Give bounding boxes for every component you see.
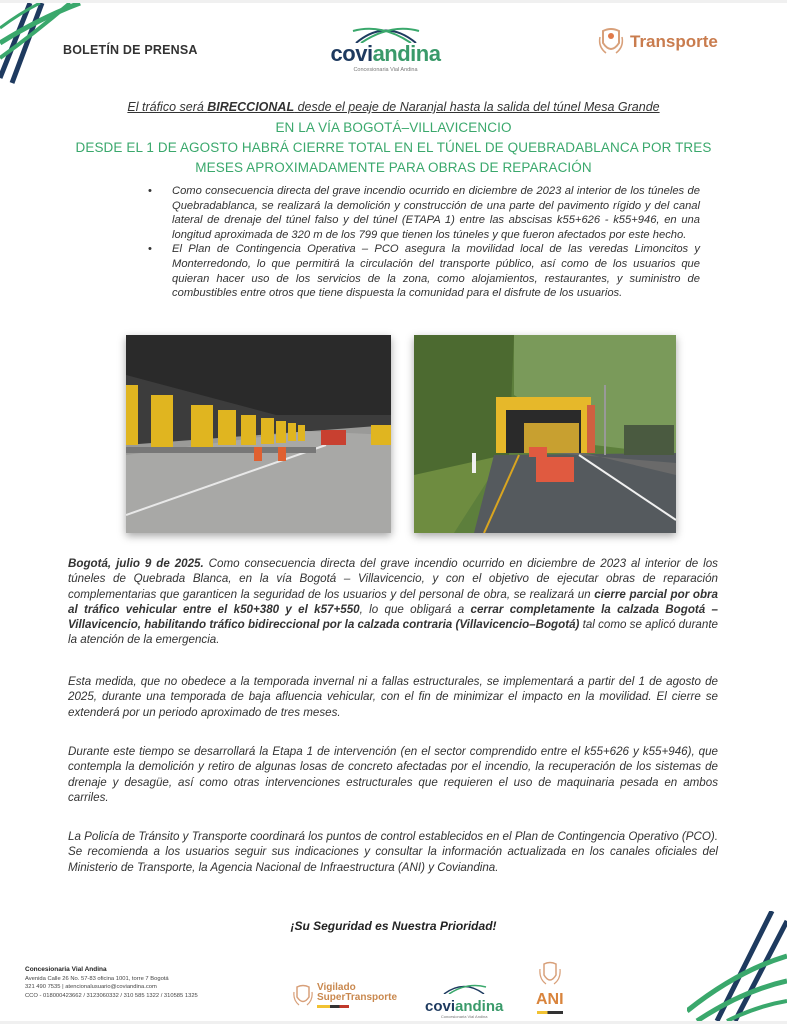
logo-word-andina: andina <box>372 41 441 66</box>
headline-closure-cont: MESES APROXIMADAMENTE PARA OBRAS DE REPARACIÓN <box>195 160 592 175</box>
flag-bar <box>537 1011 563 1014</box>
road-arc-icon <box>441 982 487 994</box>
coviandina-logo <box>318 23 453 73</box>
vigilado-supertransporte-logo <box>293 983 397 1008</box>
body-paragraph-3: Durante este tiempo se desarrollará la Etapa 1 de intervención (en el sector comprendido entre el k55+626 y k55+946), que contempla la demolición y retiro de algunas losas de concreto afectadas por el incendio, la recuperación de los sistemas de drenaje y desagüe, así como otras intervenciones estructurales que requieren el uso de maquinaria pesada en ambos carriles. <box>68 745 718 804</box>
paragraph-text: , lo que obligará a <box>359 602 471 616</box>
bullet-text: Como consecuencia directa del grave incendio ocurrido en diciembre de 2023 al interior de los túneles de Quebradablanca, se realizará la demolición y construcción de una parte del pavimento rígido y del canal lateral de drenaje del túnel falso y del túnel (ETAPA 1) entre las abscisas k55+626 - k55+946, en una longitud aproximada de 320 m de los 799 que tienen los túneles y que fueron afectados por este hecho. <box>172 185 700 241</box>
bulletin-label: BOLETÍN DE PRENSA <box>63 43 198 57</box>
tunnel-interior-photo <box>126 335 391 533</box>
slogan: ¡Su Seguridad es Nuestra Prioridad! <box>290 919 497 933</box>
logo-word-covi: covi <box>330 41 373 66</box>
body-paragraph-4: La Policía de Tránsito y Transporte coordinará los puntos de control establecidos en el Plan de Contingencia Operativo (PCO). Se recomienda a los usuarios seguir sus indicaciones y consultar la información actualizada en los canales oficiales del Ministerio de Transporte, la Agencia Nacional de Infraestructura (ANI) y Coviandina. <box>68 830 718 874</box>
bullet-marker: • <box>148 185 152 197</box>
paragraph-text: tal como se aplicó durante la atención de la emergencia. <box>68 618 719 647</box>
body-paragraph-1 <box>68 556 718 648</box>
tunnel-entrance-photo <box>414 335 676 533</box>
dateline: Bogotá, julio 9 de 2025. <box>68 557 204 570</box>
footer-cco: CCO - 018000423662 / 3123060332 / 310 585 1322 / 310585 1325 <box>25 992 198 999</box>
footer-address <box>25 966 198 1000</box>
paragraph-bold: cierre parcial por obra al tráfico vehicular entre el k50+380 y el k57+550 <box>68 587 718 616</box>
press-release-page <box>0 3 787 1021</box>
decorative-stripes-bottom-right <box>687 911 787 1021</box>
bullet-item <box>148 184 700 242</box>
body-paragraph-2: Esta medida, que no obedece a la temporada invernal ni a fallas estructurales, se implementará a partir del 1 de agosto de 2025, durante una temporada de baja afluencia vehicular, con el fin de minimizar el impacto en la movilidad. El cierre se extenderá por un periodo aproximado de tres meses. <box>68 675 718 719</box>
bullet-marker: • <box>148 243 152 256</box>
logo-subtitle: Concesionaria Vial Andina <box>353 67 418 73</box>
footer-contact: 321 490 7535 | atencionalusuario@coviandina.com <box>25 984 157 991</box>
bullet-text: El Plan de Contingencia Operativa – PCO asegura la movilidad local de las veredas Limoncitos y Monterredondo, lo que permitirá la circulación del transporte público, así como de los usuarios que quieran hacer uso de los servicios de la zona, como alojamientos, restaurantes, y suministro de combustibles entre otros que tiene dispuesta la comunidad para el disfrute de los usuarios. <box>172 243 700 300</box>
transporte-name: Transporte <box>630 32 718 51</box>
headline-route: EN LA VÍA BOGOTÁ–VILLAVICENCIO <box>275 120 512 135</box>
coat-of-arms-icon <box>293 984 313 1008</box>
footer-coviandina-logo <box>425 981 503 1019</box>
headline-bold: BIRECCIONAL <box>207 100 295 114</box>
footer-org: Concesionaria Vial Andina <box>25 966 107 973</box>
road-arc-icon <box>351 23 421 43</box>
logo-word-andina: andina <box>455 998 504 1015</box>
bullet-list <box>148 184 700 301</box>
vigilado-text: Vigilado <box>317 982 356 993</box>
headline-traffic <box>60 100 727 114</box>
logo-subtitle: Concesionaria Vial Andina <box>440 1014 488 1019</box>
logo-word-covi: covi <box>425 998 456 1015</box>
ani-text: ANI <box>536 991 564 1008</box>
ani-logo <box>536 961 564 1014</box>
transporte-logo <box>598 27 718 57</box>
footer-street: Avenida Calle 26 No. 57-83 oficina 1001, torre 7 Bogotá <box>25 975 169 982</box>
coat-of-arms-icon <box>539 961 561 987</box>
headline-closure: DESDE EL 1 DE AGOSTO HABRÁ CIERRE TOTAL EN EL TÚNEL DE QUEBRADABLANCA POR TRES <box>75 140 712 155</box>
headline-text: desde el peaje de Naranjal hasta la salida del túnel Mesa Grande <box>294 100 660 114</box>
supertransporte-text: SuperTransporte <box>317 992 398 1003</box>
coat-of-arms-icon <box>598 27 624 57</box>
bullet-item <box>148 242 700 300</box>
flag-bar <box>317 1005 349 1008</box>
paragraph-bold: cerrar completamente la calzada Bogotá – Villavicencio, habilitando tráfico bidireccional por la calzada contraria (Villavicencio–Bogotá) <box>68 602 718 632</box>
paragraph-text: Como consecuencia directa del grave incendio ocurrido en diciembre de 2023 al interior de los túneles de Quebrada Blanca, en la vía Bogotá – Villavicencio, y con el objetivo de ejecutar obras de reparación complementarias que garanticen la seguridad de los usuarios y del personal de obra, se realizará un <box>68 557 718 601</box>
headline-text: El tráfico será <box>127 100 208 114</box>
